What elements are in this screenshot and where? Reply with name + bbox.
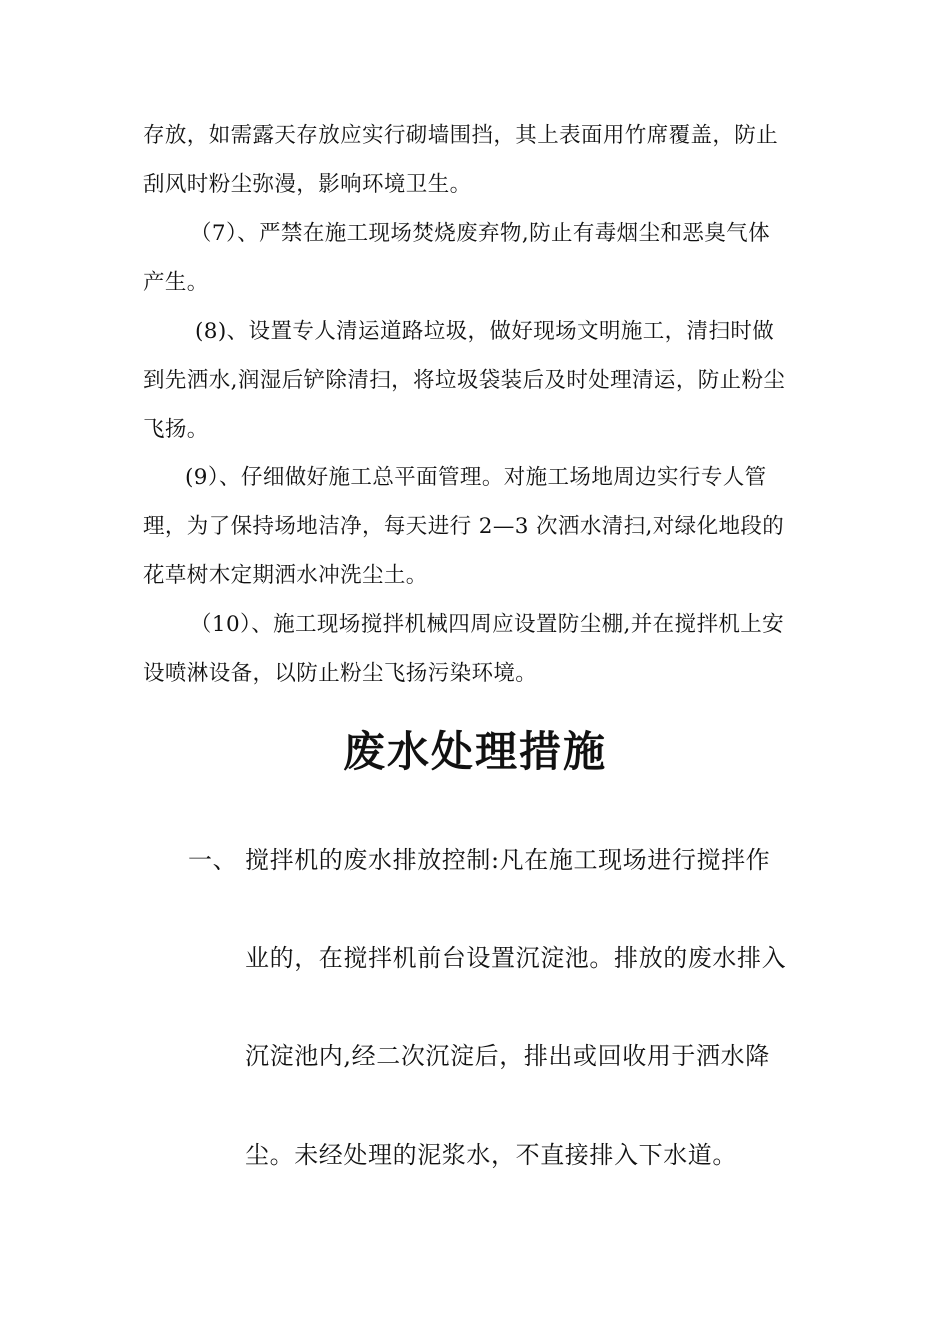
paragraph-10-line-2: 设喷淋设备，以防止粉尘飞扬污染环境。 [143, 661, 538, 686]
paragraph-7-line-2: 产生。 [143, 270, 209, 295]
paragraph-9-line-2: 理，为了保持场地洁净，每天进行 2—3 次洒水清扫,对绿化地段的 [143, 514, 785, 539]
paragraph-8-line-3: 飞扬。 [143, 417, 209, 442]
paragraph-8-line-1: (8)、设置专人清运道路垃圾，做好现场文明施工，清扫时做 [195, 319, 775, 344]
paragraph-7-line-1: （7）、严禁在施工现场焚烧废弃物,防止有毒烟尘和恶臭气体 [190, 221, 770, 246]
paragraph-9-line-3: 花草树木定期洒水冲洗尘土。 [143, 563, 428, 588]
list-item-marker: 一、 [188, 846, 238, 874]
paragraph-9-line-1: (9）、仔细做好施工总平面管理。对施工场地周边实行专人管 [185, 465, 767, 490]
list-item-line-1: 搅拌机的废水排放控制:凡在施工现场进行搅拌作 [245, 846, 771, 874]
paragraph-6-line-2: 刮风时粉尘弥漫，影响环境卫生。 [143, 172, 472, 197]
list-item-line-3: 沉淀池内,经二次沉淀后，排出或回收用于洒水降 [245, 1042, 770, 1070]
section-title: 废水处理措施 [342, 727, 607, 776]
list-item-line-4: 尘。未经处理的泥浆水，不直接排入下水道。 [245, 1141, 737, 1169]
paragraph-10-line-1: （10）、施工现场搅拌机械四周应设置防尘棚,并在搅拌机上安 [190, 612, 785, 637]
list-item-line-2: 业的，在搅拌机前台设置沉淀池。排放的废水排入 [245, 944, 787, 972]
paragraph-8-line-2: 到先洒水,润湿后铲除清扫，将垃圾袋装后及时处理清运，防止粉尘 [143, 368, 786, 393]
paragraph-6-line-1: 存放，如需露天存放应实行砌墙围挡，其上表面用竹席覆盖，防止 [143, 123, 779, 148]
